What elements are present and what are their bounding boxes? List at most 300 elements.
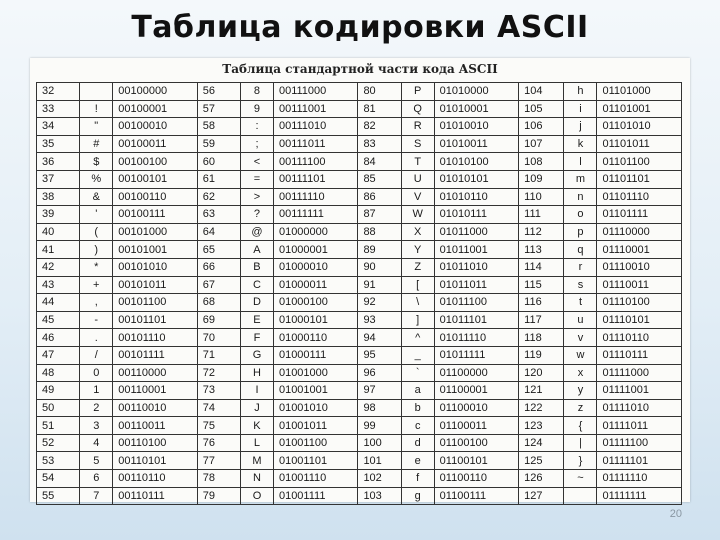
binary-cell: 01010000 (434, 83, 518, 101)
char-cell: 2 (80, 399, 113, 417)
code-cell: 67 (197, 276, 240, 294)
char-cell: w (564, 346, 597, 364)
table-row (37, 487, 682, 505)
code-cell: 119 (519, 346, 564, 364)
table-row (37, 241, 682, 259)
code-cell: 34 (37, 118, 80, 136)
code-cell: 108 (519, 153, 564, 171)
binary-cell: 01000101 (273, 311, 357, 329)
char-cell: G (240, 346, 273, 364)
code-cell: 112 (519, 223, 564, 241)
char-cell: V (401, 188, 434, 206)
char-cell: J (240, 399, 273, 417)
char-cell: l (564, 153, 597, 171)
table-row (37, 364, 682, 382)
binary-cell: 00111100 (273, 153, 357, 171)
code-cell: 127 (519, 487, 564, 505)
code-cell: 81 (358, 100, 401, 118)
code-cell: 83 (358, 135, 401, 153)
page-number: 20 (669, 508, 682, 520)
binary-cell: 01000000 (273, 223, 357, 241)
binary-cell: 00100001 (113, 100, 197, 118)
binary-cell: 01001100 (273, 434, 357, 452)
code-cell: 75 (197, 417, 240, 435)
table-row (37, 434, 682, 452)
char-cell: % (80, 170, 113, 188)
char-cell: : (240, 118, 273, 136)
code-cell: 100 (358, 434, 401, 452)
binary-cell: 00111010 (273, 118, 357, 136)
code-cell: 94 (358, 329, 401, 347)
code-cell: 66 (197, 258, 240, 276)
code-cell: 50 (37, 399, 80, 417)
code-cell: 40 (37, 223, 80, 241)
char-cell: Z (401, 258, 434, 276)
char-cell: g (401, 487, 434, 505)
char-cell: _ (401, 346, 434, 364)
char-cell: 6 (80, 470, 113, 488)
binary-cell: 01001011 (273, 417, 357, 435)
code-cell: 70 (197, 329, 240, 347)
binary-cell: 01101111 (597, 206, 682, 224)
binary-cell: 01010101 (434, 170, 518, 188)
binary-cell: 01010100 (434, 153, 518, 171)
binary-cell: 00111011 (273, 135, 357, 153)
code-cell: 47 (37, 346, 80, 364)
code-cell: 90 (358, 258, 401, 276)
table-row (37, 276, 682, 294)
code-cell: 52 (37, 434, 80, 452)
char-cell: e (401, 452, 434, 470)
code-cell: 107 (519, 135, 564, 153)
code-cell: 65 (197, 241, 240, 259)
char-cell: ^ (401, 329, 434, 347)
char-cell: i (564, 100, 597, 118)
binary-cell: 01011010 (434, 258, 518, 276)
char-cell: c (401, 417, 434, 435)
table-row (37, 346, 682, 364)
char-cell: t (564, 294, 597, 312)
char-cell: P (401, 83, 434, 101)
char-cell (564, 487, 597, 505)
code-cell: 53 (37, 452, 80, 470)
binary-cell: 01111100 (597, 434, 682, 452)
char-cell: H (240, 364, 273, 382)
code-cell: 118 (519, 329, 564, 347)
binary-cell: 01000100 (273, 294, 357, 312)
binary-cell: 00111111 (273, 206, 357, 224)
table-row (37, 294, 682, 312)
code-cell: 42 (37, 258, 80, 276)
code-cell: 116 (519, 294, 564, 312)
code-cell: 37 (37, 170, 80, 188)
char-cell: & (80, 188, 113, 206)
char-cell: ) (80, 241, 113, 259)
char-cell: ? (240, 206, 273, 224)
binary-cell: 01000110 (273, 329, 357, 347)
char-cell: ; (240, 135, 273, 153)
code-cell: 86 (358, 188, 401, 206)
char-cell: [ (401, 276, 434, 294)
char-cell: \ (401, 294, 434, 312)
binary-cell: 01001110 (273, 470, 357, 488)
char-cell: | (564, 434, 597, 452)
char-cell: o (564, 206, 597, 224)
table-row (37, 118, 682, 136)
code-cell: 49 (37, 382, 80, 400)
char-cell: m (564, 170, 597, 188)
binary-cell: 00101110 (113, 329, 197, 347)
binary-cell: 01111110 (597, 470, 682, 488)
char-cell: I (240, 382, 273, 400)
code-cell: 104 (519, 83, 564, 101)
char-cell: 8 (240, 83, 273, 101)
binary-cell: 01101001 (597, 100, 682, 118)
binary-cell: 01101110 (597, 188, 682, 206)
code-cell: 36 (37, 153, 80, 171)
code-cell: 85 (358, 170, 401, 188)
code-cell: 91 (358, 276, 401, 294)
binary-cell: 01000011 (273, 276, 357, 294)
char-cell: u (564, 311, 597, 329)
table-row (37, 417, 682, 435)
char-cell: O (240, 487, 273, 505)
binary-cell: 00110011 (113, 417, 197, 435)
table-row (37, 382, 682, 400)
code-cell: 124 (519, 434, 564, 452)
code-cell: 33 (37, 100, 80, 118)
char-cell: 7 (80, 487, 113, 505)
table-row (37, 258, 682, 276)
char-cell: z (564, 399, 597, 417)
code-cell: 87 (358, 206, 401, 224)
binary-cell: 00111000 (273, 83, 357, 101)
char-cell: f (401, 470, 434, 488)
char-cell: / (80, 346, 113, 364)
binary-cell: 01011111 (434, 346, 518, 364)
table-caption: Таблица стандартной части кода ASCII (222, 62, 498, 76)
code-cell: 74 (197, 399, 240, 417)
char-cell (80, 83, 113, 101)
char-cell: T (401, 153, 434, 171)
char-cell: M (240, 452, 273, 470)
code-cell: 57 (197, 100, 240, 118)
char-cell: } (564, 452, 597, 470)
binary-cell: 00100100 (113, 153, 197, 171)
code-cell: 93 (358, 311, 401, 329)
code-cell: 97 (358, 382, 401, 400)
binary-cell: 01110000 (597, 223, 682, 241)
char-cell: y (564, 382, 597, 400)
char-cell: . (80, 329, 113, 347)
code-cell: 44 (37, 294, 80, 312)
binary-cell: 00101100 (113, 294, 197, 312)
binary-cell: 01100010 (434, 399, 518, 417)
char-cell: K (240, 417, 273, 435)
code-cell: 72 (197, 364, 240, 382)
binary-cell: 00110100 (113, 434, 197, 452)
code-cell: 125 (519, 452, 564, 470)
binary-cell: 00101011 (113, 276, 197, 294)
binary-cell: 01100101 (434, 452, 518, 470)
code-cell: 48 (37, 364, 80, 382)
binary-cell: 01001101 (273, 452, 357, 470)
table-row (37, 470, 682, 488)
table-row (37, 311, 682, 329)
table-row (37, 100, 682, 118)
char-cell: ! (80, 100, 113, 118)
char-cell: " (80, 118, 113, 136)
code-cell: 68 (197, 294, 240, 312)
binary-cell: 01110101 (597, 311, 682, 329)
char-cell: q (564, 241, 597, 259)
code-cell: 56 (197, 83, 240, 101)
binary-cell: 01101011 (597, 135, 682, 153)
code-cell: 46 (37, 329, 80, 347)
char-cell: S (401, 135, 434, 153)
binary-cell: 01001000 (273, 364, 357, 382)
table-row (37, 206, 682, 224)
binary-cell: 00101010 (113, 258, 197, 276)
binary-cell: 01100011 (434, 417, 518, 435)
code-cell: 92 (358, 294, 401, 312)
binary-cell: 01011011 (434, 276, 518, 294)
code-cell: 126 (519, 470, 564, 488)
code-cell: 39 (37, 206, 80, 224)
char-cell: p (564, 223, 597, 241)
char-cell: > (240, 188, 273, 206)
char-cell: B (240, 258, 273, 276)
char-cell: 3 (80, 417, 113, 435)
char-cell: + (80, 276, 113, 294)
binary-cell: 01100001 (434, 382, 518, 400)
code-cell: 117 (519, 311, 564, 329)
code-cell: 61 (197, 170, 240, 188)
code-cell: 89 (358, 241, 401, 259)
table-row (37, 188, 682, 206)
binary-cell: 01100110 (434, 470, 518, 488)
code-cell: 109 (519, 170, 564, 188)
code-cell: 110 (519, 188, 564, 206)
char-cell: ~ (564, 470, 597, 488)
code-cell: 78 (197, 470, 240, 488)
char-cell: 1 (80, 382, 113, 400)
char-cell: n (564, 188, 597, 206)
char-cell: 9 (240, 100, 273, 118)
binary-cell: 01100000 (434, 364, 518, 382)
code-cell: 105 (519, 100, 564, 118)
char-cell: 5 (80, 452, 113, 470)
code-cell: 45 (37, 311, 80, 329)
binary-cell: 01011110 (434, 329, 518, 347)
code-cell: 79 (197, 487, 240, 505)
code-cell: 63 (197, 206, 240, 224)
char-cell: x (564, 364, 597, 382)
char-cell: R (401, 118, 434, 136)
binary-cell: 00100101 (113, 170, 197, 188)
binary-cell: 00111110 (273, 188, 357, 206)
binary-cell: 01111000 (597, 364, 682, 382)
code-cell: 114 (519, 258, 564, 276)
code-cell: 106 (519, 118, 564, 136)
scanned-table-image (30, 58, 690, 502)
code-cell: 64 (197, 223, 240, 241)
char-cell: W (401, 206, 434, 224)
char-cell: 4 (80, 434, 113, 452)
binary-cell: 01000010 (273, 258, 357, 276)
char-cell: N (240, 470, 273, 488)
char-cell: a (401, 382, 434, 400)
binary-cell: 00100111 (113, 206, 197, 224)
binary-cell: 00100010 (113, 118, 197, 136)
binary-cell: 01001001 (273, 382, 357, 400)
char-cell: E (240, 311, 273, 329)
code-cell: 102 (358, 470, 401, 488)
char-cell: v (564, 329, 597, 347)
char-cell: F (240, 329, 273, 347)
table-body (37, 83, 682, 505)
char-cell: X (401, 223, 434, 241)
code-cell: 111 (519, 206, 564, 224)
binary-cell: 01010111 (434, 206, 518, 224)
code-cell: 84 (358, 153, 401, 171)
binary-cell: 00101111 (113, 346, 197, 364)
binary-cell: 01010011 (434, 135, 518, 153)
char-cell: < (240, 153, 273, 171)
char-cell: A (240, 241, 273, 259)
slide-title: Таблица кодировки ASCII (131, 10, 589, 45)
char-cell: Q (401, 100, 434, 118)
code-cell: 43 (37, 276, 80, 294)
char-cell: j (564, 118, 597, 136)
char-cell: s (564, 276, 597, 294)
ascii-table (36, 82, 682, 505)
binary-cell: 00100011 (113, 135, 197, 153)
code-cell: 121 (519, 382, 564, 400)
code-cell: 54 (37, 470, 80, 488)
binary-cell: 01110011 (597, 276, 682, 294)
binary-cell: 01110001 (597, 241, 682, 259)
binary-cell: 01011001 (434, 241, 518, 259)
binary-cell: 01111010 (597, 399, 682, 417)
char-cell: ( (80, 223, 113, 241)
code-cell: 55 (37, 487, 80, 505)
binary-cell: 00110001 (113, 382, 197, 400)
code-cell: 38 (37, 188, 80, 206)
binary-cell: 00110000 (113, 364, 197, 382)
code-cell: 41 (37, 241, 80, 259)
code-cell: 95 (358, 346, 401, 364)
binary-cell: 01010010 (434, 118, 518, 136)
code-cell: 77 (197, 452, 240, 470)
binary-cell: 00111001 (273, 100, 357, 118)
binary-cell: 01111011 (597, 417, 682, 435)
code-cell: 120 (519, 364, 564, 382)
code-cell: 73 (197, 382, 240, 400)
binary-cell: 01101000 (597, 83, 682, 101)
binary-cell: 01011100 (434, 294, 518, 312)
binary-cell: 01011101 (434, 311, 518, 329)
code-cell: 115 (519, 276, 564, 294)
table-row (37, 153, 682, 171)
char-cell: ` (401, 364, 434, 382)
code-cell: 32 (37, 83, 80, 101)
char-cell: r (564, 258, 597, 276)
binary-cell: 01110100 (597, 294, 682, 312)
table-row (37, 399, 682, 417)
char-cell: C (240, 276, 273, 294)
table-row (37, 135, 682, 153)
binary-cell: 00101000 (113, 223, 197, 241)
char-cell: = (240, 170, 273, 188)
code-cell: 76 (197, 434, 240, 452)
char-cell: , (80, 294, 113, 312)
table-row (37, 170, 682, 188)
code-cell: 99 (358, 417, 401, 435)
binary-cell: 01000111 (273, 346, 357, 364)
binary-cell: 01110110 (597, 329, 682, 347)
code-cell: 113 (519, 241, 564, 259)
binary-cell: 01101101 (597, 170, 682, 188)
char-cell: h (564, 83, 597, 101)
char-cell: k (564, 135, 597, 153)
binary-cell: 01010110 (434, 188, 518, 206)
binary-cell: 01000001 (273, 241, 357, 259)
code-cell: 96 (358, 364, 401, 382)
binary-cell: 01110111 (597, 346, 682, 364)
char-cell: b (401, 399, 434, 417)
char-cell: - (80, 311, 113, 329)
code-cell: 51 (37, 417, 80, 435)
binary-cell: 01100111 (434, 487, 518, 505)
code-cell: 88 (358, 223, 401, 241)
char-cell: L (240, 434, 273, 452)
char-cell: Y (401, 241, 434, 259)
binary-cell: 00100000 (113, 83, 197, 101)
code-cell: 101 (358, 452, 401, 470)
binary-cell: 00110111 (113, 487, 197, 505)
binary-cell: 00111101 (273, 170, 357, 188)
code-cell: 98 (358, 399, 401, 417)
binary-cell: 01101100 (597, 153, 682, 171)
char-cell: $ (80, 153, 113, 171)
binary-cell: 01001111 (273, 487, 357, 505)
code-cell: 59 (197, 135, 240, 153)
char-cell: D (240, 294, 273, 312)
binary-cell: 01010001 (434, 100, 518, 118)
char-cell: 0 (80, 364, 113, 382)
code-cell: 58 (197, 118, 240, 136)
char-cell: # (80, 135, 113, 153)
code-cell: 35 (37, 135, 80, 153)
char-cell: @ (240, 223, 273, 241)
table-row (37, 223, 682, 241)
binary-cell: 01100100 (434, 434, 518, 452)
binary-cell: 00110010 (113, 399, 197, 417)
char-cell: { (564, 417, 597, 435)
char-cell: d (401, 434, 434, 452)
binary-cell: 01111111 (597, 487, 682, 505)
code-cell: 122 (519, 399, 564, 417)
code-cell: 62 (197, 188, 240, 206)
binary-cell: 00110101 (113, 452, 197, 470)
binary-cell: 00101101 (113, 311, 197, 329)
binary-cell: 01011000 (434, 223, 518, 241)
binary-cell: 01111001 (597, 382, 682, 400)
code-cell: 82 (358, 118, 401, 136)
char-cell: * (80, 258, 113, 276)
char-cell: ] (401, 311, 434, 329)
